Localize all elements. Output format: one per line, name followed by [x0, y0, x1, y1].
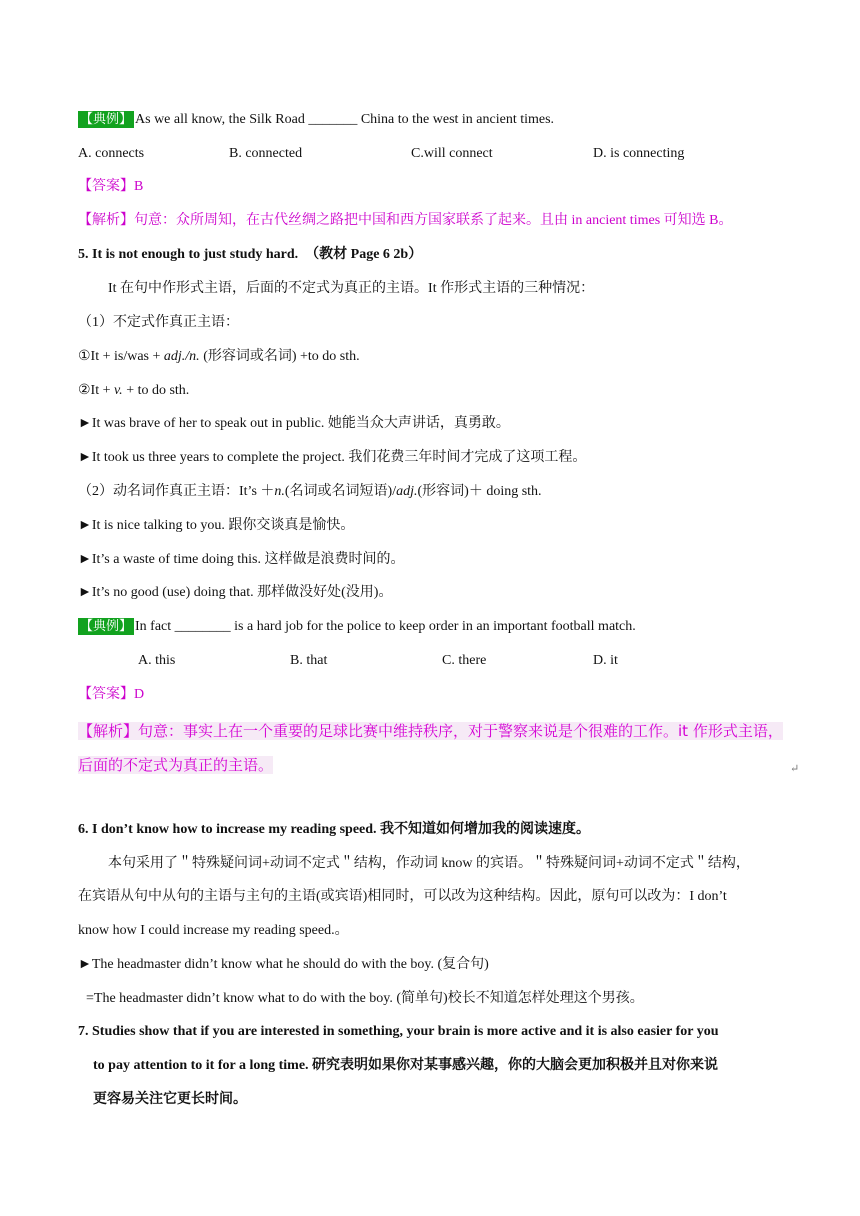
case-italic: n.	[274, 484, 285, 499]
example-sentence: ►It was brave of her to speak out in public. 她能当众大声讲话，真勇敢。	[78, 416, 510, 431]
option-d: D. it	[593, 653, 618, 668]
pattern-2	[78, 381, 189, 401]
pattern-text: ①It + is/was +	[78, 349, 164, 364]
case-text: （2）动名词作真正主语：It’s ＋	[78, 484, 275, 499]
paragraph-return-mark: ↵	[790, 763, 800, 775]
analysis-1: 【解析】句意：众所周知，在古代丝绸之路把中国和西方国家联系了起来。且由 in ancient times 可知选 B。	[78, 213, 733, 228]
example-tag: 【典例】	[80, 112, 133, 127]
heading-text: 5. It is not enough to just study hard.	[78, 247, 299, 262]
question-text: As we all know, the Silk Road _______ China to the west in ancient times.	[135, 112, 555, 127]
section-7-heading-line-2: to pay attention to it for a long time. 研究表明如果你对某事感兴趣，你的大脑会更加积极并且对你来说	[93, 1058, 719, 1073]
section-5-intro: It 在句中作形式主语，后面的不定式为真正的主语。It 作形式主语的三种情况：	[108, 281, 595, 296]
option-d: D. is connecting	[593, 146, 685, 161]
section-6-heading: 6. I don’t know how to increase my reading speed. 我不知道如何增加我的阅读速度。	[78, 822, 591, 837]
example-1-question	[78, 110, 554, 130]
option-b: B. that	[290, 653, 328, 668]
example-sentence: =The headmaster didn’t know what to do with the boy. (简单句)校长不知道怎样处理这个男孩。	[86, 991, 644, 1006]
case-1-heading: （1）不定式作真正主语：	[78, 315, 239, 330]
section-7-heading-line-1: 7. Studies show that if you are interested in something, your brain is more active and it is also easier for you	[78, 1024, 719, 1039]
pattern-text: ②It +	[78, 383, 114, 398]
section-7-heading-line-3: 更容易关注它更长时间。	[93, 1092, 247, 1107]
question-text: In fact ________ is a hard job for the police to keep order in an important football match.	[135, 619, 636, 634]
example-sentence: ►It’s no good (use) doing that. 那样做没好处(没用)。	[78, 585, 393, 600]
option-a: A. this	[138, 653, 176, 668]
analysis-2-line-1	[78, 715, 783, 747]
example-sentence: ►It’s a waste of time doing this. 这样做是浪费时间的。	[78, 552, 405, 567]
example-sentence: ►The headmaster didn’t know what he should do with the boy. (复合句)	[78, 957, 489, 972]
case-text: (形容词)＋ doing sth.	[417, 484, 542, 499]
option-a: A. connects	[78, 146, 145, 161]
paragraph-line: 本句采用了＂特殊疑问词+动词不定式＂结构，作动词 know 的宾语。＂特殊疑问词+动词不定式＂结构，	[108, 856, 750, 871]
case-2-heading	[78, 482, 542, 502]
analysis-text: 后面的不定式为真正的主语。	[78, 756, 274, 774]
example-sentence: ►It is nice talking to you. 跟你交谈真是愉快。	[78, 518, 355, 533]
pattern-italic: adj./n.	[163, 349, 200, 364]
option-c: C. there	[442, 653, 487, 668]
example-2-question	[78, 617, 636, 637]
pattern-text: (形容词或名词) +to do sth.	[199, 349, 360, 364]
paragraph-line: 在宾语从句中从句的主语与主句的主语(或宾语)相同时，可以改为这种结构。因此，原句可以改为：I don’t	[78, 889, 727, 904]
section-5-heading	[78, 245, 422, 265]
example-sentence: ►It took us three years to complete the project. 我们花费三年时间才完成了这项工程。	[78, 450, 587, 465]
example-tag: 【典例】	[80, 619, 133, 634]
analysis-text: 【解析】句意：事实上在一个重要的足球比赛中维持秩序，对于警察来说是个很难的工作。it 作形式主语，	[78, 722, 783, 740]
analysis-2-line-2	[78, 749, 273, 781]
pattern-text: + to do sth.	[122, 383, 190, 398]
textbook-ref: （教材 Page 6 2b）	[305, 247, 423, 262]
case-text: (名词或名词短语)/	[284, 484, 397, 499]
option-c: C.will connect	[411, 146, 493, 161]
option-b: B. connected	[229, 146, 303, 161]
case-italic: adj.	[396, 484, 418, 499]
answer-1: 【答案】B	[78, 179, 144, 194]
answer-2: 【答案】D	[78, 687, 145, 702]
pattern-italic: v.	[114, 383, 123, 398]
pattern-1	[78, 347, 360, 367]
paragraph-line: know how I could increase my reading speed.。	[78, 923, 349, 938]
